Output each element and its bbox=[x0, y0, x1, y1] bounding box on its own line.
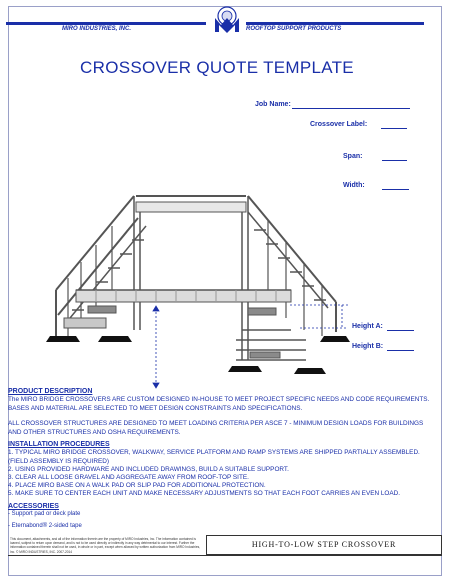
crossover-label-label: Crossover Label: bbox=[310, 121, 368, 128]
drawing-label: HIGH-TO-LOW STEP CROSSOVER bbox=[251, 540, 397, 549]
company-name: MIRO INDUSTRIES, INC. bbox=[62, 26, 132, 32]
installation-heading: INSTALLATION PROCEDURES bbox=[8, 441, 110, 448]
height-b-input[interactable] bbox=[387, 350, 414, 351]
install-step: 3. CLEAR ALL LOOSE GRAVEL AND AGGREGATE AWAY FROM ROOF-TOP SITE. bbox=[8, 474, 249, 481]
width-label: Width: bbox=[343, 182, 365, 189]
header-rule-right bbox=[246, 22, 424, 25]
job-name-input[interactable] bbox=[292, 108, 410, 109]
crossover-drawing bbox=[36, 190, 356, 390]
page-title: CROSSOVER QUOTE TEMPLATE bbox=[80, 58, 354, 77]
span-input[interactable] bbox=[382, 160, 407, 161]
span-label: Span: bbox=[343, 153, 363, 160]
division-name: ROOFTOP SUPPORT PRODUCTS bbox=[246, 26, 342, 32]
accessory-item: - Support pad or deck plate bbox=[8, 511, 81, 517]
loading-criteria-text: ALL CROSSOVER STRUCTURES ARE DESIGNED TO MEET LOADING CRITERIA PER ASCE 7 - MINIMUM DESIGN LOADS FOR BUILDINGS AND OTHER STRUCTURES AND OSHA REQUIREMENTS. bbox=[8, 420, 424, 436]
accessories-heading: ACCESSORIES bbox=[8, 503, 59, 510]
job-name-label: Job Name: bbox=[255, 101, 291, 108]
header-rule-left bbox=[6, 22, 206, 25]
install-step: 1. TYPICAL MIRO BRIDGE CROSSOVER, WALKWAY, SERVICE PLATFORM AND RAMP SYSTEMS ARE SHIPPED PARTIALLY ASSEMBLED. (FIELD ASSEMBLY IS REQUIRED) bbox=[8, 449, 420, 465]
width-input[interactable] bbox=[382, 189, 409, 190]
height-b-label: Height B: bbox=[352, 343, 384, 350]
height-a-input[interactable] bbox=[387, 330, 414, 331]
height-a-label: Height A: bbox=[352, 323, 383, 330]
product-description-text: The MIRO BRIDGE CROSSOVERS ARE CUSTOM DESIGNED IN-HOUSE TO MEET PROJECT SPECIFIC NEEDS AND CODE REQUIREMENTS. BASES AND MATERIAL ARE SELECTED TO MEET DESIGN CONSTRAINTS AND SPECIFICATIONS. bbox=[8, 396, 430, 412]
footer-fine-print: This document, attachments, and all of the information therein are the property of MIRO Industries, Inc. The information contained is loaned, subject to return upon demand, and is not to be used directly or indirectly in any way detrimental to our interest. Further the information contained therein shall not be used, in whole or in part, except when allowed by written authorization from MIRO Industries, Inc. © MIRO INDUSTRIES, INC. 2007-2014 bbox=[10, 537, 201, 554]
miro-logo-icon bbox=[212, 5, 242, 33]
install-step: 5. MAKE SURE TO CENTER EACH UNIT AND MAKE NECESSARY ADJUSTMENTS SO THAT EACH FOOT CARRIES AN EVEN LOAD. bbox=[8, 490, 401, 497]
accessory-item: - Eternabond® 2-sided tape bbox=[8, 523, 82, 529]
crossover-label-input[interactable] bbox=[381, 128, 407, 129]
install-step: 2. USING PROVIDED HARDWARE AND INCLUDED DRAWINGS, BUILD A SUITABLE SUPPORT. bbox=[8, 466, 289, 473]
product-description-heading: PRODUCT DESCRIPTION bbox=[8, 388, 93, 395]
footer-rule bbox=[8, 555, 442, 556]
install-step: 4. PLACE MIRO BASE ON A WALK PAD OR SLIP PAD FOR ADDITIONAL PROTECTION. bbox=[8, 482, 266, 489]
